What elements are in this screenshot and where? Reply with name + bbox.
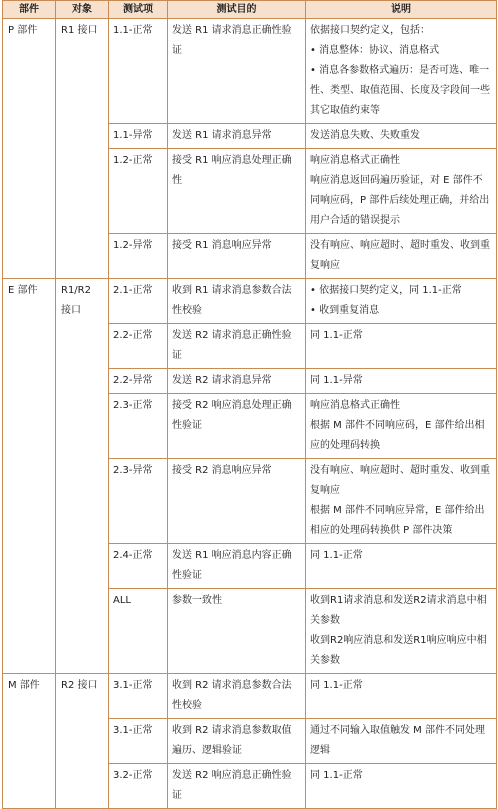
description-cell bbox=[306, 279, 497, 324]
description-cell: 同 1.1-正常 bbox=[306, 674, 497, 719]
table-row bbox=[3, 674, 497, 719]
part-cell: P 部件 bbox=[3, 19, 56, 279]
purpose-cell: 发送 R1 请求消息正确性验证 bbox=[168, 19, 306, 124]
description-bullet: • 消息各参数格式遍历：是否可选、唯一性、类型、取值范围、长度及字段间一些其它取值约束等 bbox=[310, 61, 492, 121]
test-item-cell: 2.3-异常 bbox=[109, 459, 168, 544]
purpose-cell: 发送 R2 响应消息正确性验证 bbox=[168, 764, 306, 809]
purpose-cell: 收到 R1 请求消息参数合法性校验 bbox=[168, 279, 306, 324]
object-cell: R1 接口 bbox=[56, 19, 109, 279]
header-test-item: 测试项 bbox=[109, 1, 168, 19]
description-cell bbox=[306, 19, 497, 124]
purpose-cell: 发送 R1 请求消息异常 bbox=[168, 124, 306, 149]
test-item-cell: 3.1-正常 bbox=[109, 674, 168, 719]
purpose-cell: 接受 R2 消息响应异常 bbox=[168, 459, 306, 544]
description-cell bbox=[306, 589, 497, 674]
description-cell: 同 1.1-正常 bbox=[306, 544, 497, 589]
part-cell: E 部件 bbox=[3, 279, 56, 674]
description-line: 收到R2响应消息和发送R1响应响应中相关参数 bbox=[310, 635, 487, 666]
purpose-cell: 接受 R2 响应消息处理正确性验证 bbox=[168, 394, 306, 459]
test-item-cell: 2.2-异常 bbox=[109, 369, 168, 394]
table-row bbox=[3, 279, 497, 324]
description-line: 响应消息返回码遍历验证，对 E 部件不同响应码，P 部件后续处理正确，并给出用户合适的错误提示 bbox=[310, 175, 490, 226]
test-item-cell: 3.1-正常 bbox=[109, 719, 168, 764]
description-cell: 通过不同输入取值触发 M 部件不同处理逻辑 bbox=[306, 719, 497, 764]
purpose-cell: 接受 R1 响应消息处理正确性 bbox=[168, 149, 306, 234]
description-line: 没有响应、响应超时、超时重发、收到重复响应 bbox=[310, 465, 490, 496]
test-item-cell: 2.3-正常 bbox=[109, 394, 168, 459]
purpose-cell: 收到 R2 请求消息参数取值遍历、逻辑验证 bbox=[168, 719, 306, 764]
purpose-cell: 接受 R1 消息响应异常 bbox=[168, 234, 306, 279]
description-cell: 没有响应、响应超时、超时重发、收到重复响应 bbox=[306, 234, 497, 279]
part-cell: M 部件 bbox=[3, 674, 56, 809]
description-cell: 同 1.1-正常 bbox=[306, 324, 497, 369]
test-item-cell: 1.1-正常 bbox=[109, 19, 168, 124]
description-line: 依据接口契约定义，包括： bbox=[310, 25, 430, 36]
description-line: 响应消息格式正确性 bbox=[310, 155, 400, 166]
description-cell: 发送消息失败、失败重发 bbox=[306, 124, 497, 149]
description-cell bbox=[306, 459, 497, 544]
header-object: 对象 bbox=[56, 1, 109, 19]
object-cell: R1/R2 接口 bbox=[56, 279, 109, 674]
purpose-cell: 发送 R2 请求消息正确性验证 bbox=[168, 324, 306, 369]
description-cell: 同 1.1-异常 bbox=[306, 369, 497, 394]
description-line: 根据 M 部件不同响应码，E 部件给出相应的处理码转换 bbox=[310, 420, 485, 451]
test-item-cell: 3.2-正常 bbox=[109, 764, 168, 809]
description-bullet: • 依据接口契约定义，同 1.1-正常 bbox=[310, 281, 492, 301]
header-description: 说明 bbox=[306, 1, 497, 19]
header-part: 部件 bbox=[3, 1, 56, 19]
purpose-cell: 发送 R1 响应消息内容正确性验证 bbox=[168, 544, 306, 589]
description-line: 根据 M 部件不同响应异常，E 部件给出相应的处理码转换供 P 部件决策 bbox=[310, 505, 485, 536]
test-item-cell: 2.1-正常 bbox=[109, 279, 168, 324]
test-plan-table bbox=[2, 0, 497, 809]
header-purpose: 测试目的 bbox=[168, 1, 306, 19]
test-item-cell: 2.2-正常 bbox=[109, 324, 168, 369]
table-row bbox=[3, 19, 497, 124]
purpose-cell: 参数一致性 bbox=[168, 589, 306, 674]
purpose-cell: 收到 R2 请求消息参数合法性校验 bbox=[168, 674, 306, 719]
header-row bbox=[3, 1, 497, 19]
description-cell bbox=[306, 394, 497, 459]
test-item-cell: 1.2-正常 bbox=[109, 149, 168, 234]
description-line: 响应消息格式正确性 bbox=[310, 400, 400, 411]
description-bullet: • 收到重复消息 bbox=[310, 301, 492, 321]
description-line: 收到R1请求消息和发送R2请求消息中相关参数 bbox=[310, 595, 487, 626]
test-item-cell: ALL bbox=[109, 589, 168, 674]
test-item-cell: 1.2-异常 bbox=[109, 234, 168, 279]
test-item-cell: 2.4-正常 bbox=[109, 544, 168, 589]
description-cell bbox=[306, 149, 497, 234]
purpose-cell: 发送 R2 请求消息异常 bbox=[168, 369, 306, 394]
description-cell: 同 1.1-正常 bbox=[306, 764, 497, 809]
description-bullet: • 消息整体：协议、消息格式 bbox=[310, 41, 492, 61]
object-cell: R2 接口 bbox=[56, 674, 109, 809]
test-item-cell: 1.1-异常 bbox=[109, 124, 168, 149]
